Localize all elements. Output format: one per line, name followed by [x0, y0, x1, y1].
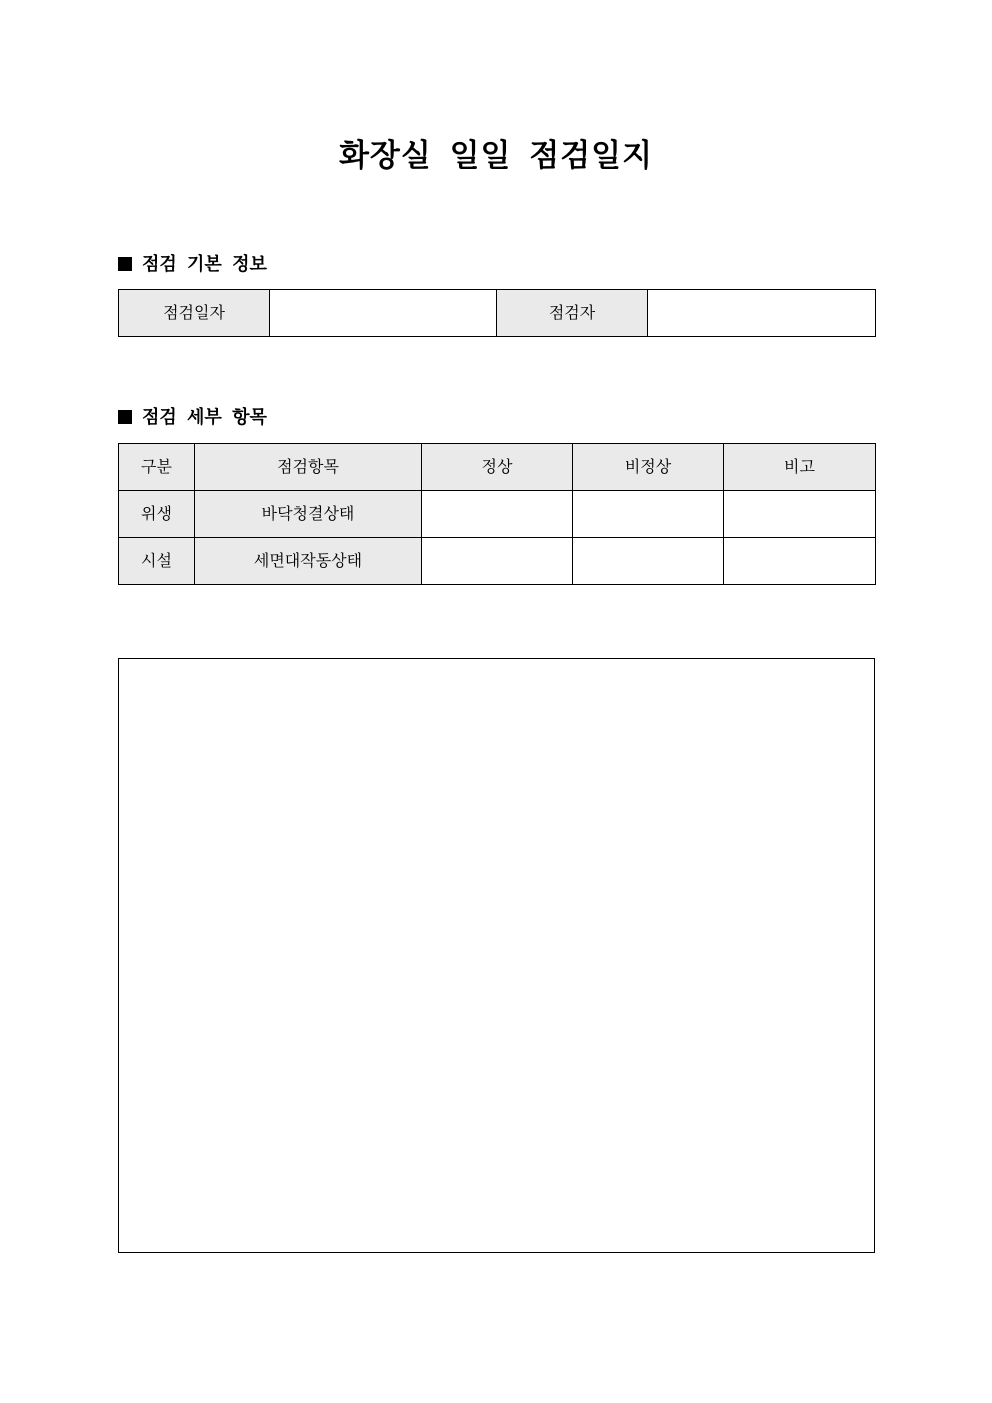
normal-cell[interactable] — [422, 538, 573, 585]
details-table — [118, 443, 876, 585]
row-category: 위생 — [119, 491, 195, 538]
abnormal-cell[interactable] — [573, 538, 724, 585]
table-row — [119, 538, 876, 585]
row-category: 시설 — [119, 538, 195, 585]
row-item: 바닥청결상태 — [195, 491, 422, 538]
inspector-label: 점검자 — [497, 290, 648, 337]
memo-box[interactable] — [118, 658, 875, 1253]
inspection-date-label: 점검일자 — [119, 290, 270, 337]
header-remark: 비고 — [724, 444, 876, 491]
remark-cell[interactable] — [724, 538, 876, 585]
basic-info-heading-label: 점검 기본 정보 — [142, 254, 267, 275]
header-normal: 정상 — [422, 444, 573, 491]
details-heading-label: 점검 세부 항목 — [142, 407, 267, 428]
square-bullet-icon — [118, 257, 132, 271]
table-row — [119, 290, 876, 337]
header-category: 구분 — [119, 444, 195, 491]
abnormal-cell[interactable] — [573, 491, 724, 538]
basic-info-heading — [118, 253, 267, 277]
inspector-field[interactable] — [648, 290, 876, 337]
table-header-row — [119, 444, 876, 491]
header-item: 점검항목 — [195, 444, 422, 491]
details-heading — [118, 406, 267, 430]
document-title: 화장실 일일 점검일지 — [338, 138, 654, 174]
inspection-date-field[interactable] — [270, 290, 497, 337]
basic-info-table — [118, 289, 876, 337]
row-item: 세면대작동상태 — [195, 538, 422, 585]
table-row — [119, 491, 876, 538]
square-bullet-icon — [118, 410, 132, 424]
normal-cell[interactable] — [422, 491, 573, 538]
remark-cell[interactable] — [724, 491, 876, 538]
header-abnormal: 비정상 — [573, 444, 724, 491]
